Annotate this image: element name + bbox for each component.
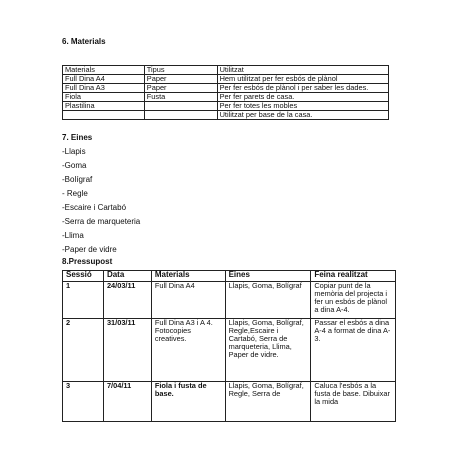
table-cell: Full Dina A4 — [63, 75, 145, 84]
table-cell: 31/03/11 — [103, 319, 151, 382]
table-row — [63, 319, 396, 382]
table-cell: Caluca l'esbós a la fusta de base. Dibuixar la mida — [311, 382, 396, 422]
table-cell: Llapis, Goma, Bolígraf — [225, 282, 311, 319]
list-item: -Llapis — [62, 147, 86, 156]
table-cell: Fusta — [144, 93, 217, 102]
materials-table — [62, 65, 389, 120]
table-cell: Paper — [144, 75, 217, 84]
table-cell: 1 — [63, 282, 104, 319]
budget-header-cell: Data — [103, 271, 151, 282]
table-cell: Full Dina A4 — [151, 282, 225, 319]
table-cell: 2 — [63, 319, 104, 382]
table-cell — [63, 111, 145, 120]
table-cell: 3 — [63, 382, 104, 422]
list-item: - Regle — [62, 189, 88, 198]
table-cell: Passar el esbós a dina A-4 a format de dina A-3. — [311, 319, 396, 382]
table-cell: Paper — [144, 84, 217, 93]
materials-header-cell: Tipus — [144, 66, 217, 75]
table-row — [63, 282, 396, 319]
table-cell: Full Dina A3 — [63, 84, 145, 93]
list-item: -Escaire i Cartabó — [62, 203, 127, 212]
table-cell: Plastilina — [63, 102, 145, 111]
materials-header-cell: Materials — [63, 66, 145, 75]
table-cell: Per fer parets de casa. — [217, 93, 388, 102]
budget-header-row — [63, 271, 396, 282]
budget-header-cell: Sessió — [63, 271, 104, 282]
table-row — [63, 382, 396, 422]
table-cell: 24/03/11 — [103, 282, 151, 319]
budget-header-cell: Materials — [151, 271, 225, 282]
section-7-title: 7. Eines — [62, 133, 93, 142]
list-item: -Paper de vidre — [62, 245, 117, 254]
budget-header-cell: Feina realitzat — [311, 271, 396, 282]
table-row — [63, 111, 389, 120]
section-8-title: 8.Pressupost — [62, 257, 113, 266]
table-cell: Full Dina A3 i A 4. Fotocopies creatives. — [151, 319, 225, 382]
table-cell: Llapis, Goma, Bolígraf, Regle, Serra de — [225, 382, 311, 422]
section-6-title: 6. Materials — [62, 37, 106, 46]
budget-table — [62, 270, 396, 422]
table-cell: Copiar punt de la memòria del projecta i fer un esbós de plànol a dina A-4. — [311, 282, 396, 319]
table-cell — [144, 102, 217, 111]
list-item: -Llima — [62, 231, 84, 240]
table-cell — [144, 111, 217, 120]
table-cell: Per fer esbós de plànol i per saber les dades. — [217, 84, 388, 93]
table-cell: Fiola i fusta de base. — [151, 382, 225, 422]
table-cell: Hem utilitzat per fer esbós de plànol — [217, 75, 388, 84]
list-item: -Goma — [62, 161, 87, 170]
list-item: -Bolígraf — [62, 175, 93, 184]
table-cell: Llapis, Goma, Bolígraf, Regle,Escaire i Cartabó, Serra de marqueteria, Llima, Paper de vidre. — [225, 319, 311, 382]
table-cell: Utilitzat per base de la casa. — [217, 111, 388, 120]
table-cell: Fiola — [63, 93, 145, 102]
table-cell: 7/04/11 — [103, 382, 151, 422]
budget-header-cell: Eines — [225, 271, 311, 282]
materials-header-cell: Utilitzat — [217, 66, 388, 75]
table-cell: Per fer totes les mobles — [217, 102, 388, 111]
list-item: -Serra de marqueteria — [62, 217, 141, 226]
